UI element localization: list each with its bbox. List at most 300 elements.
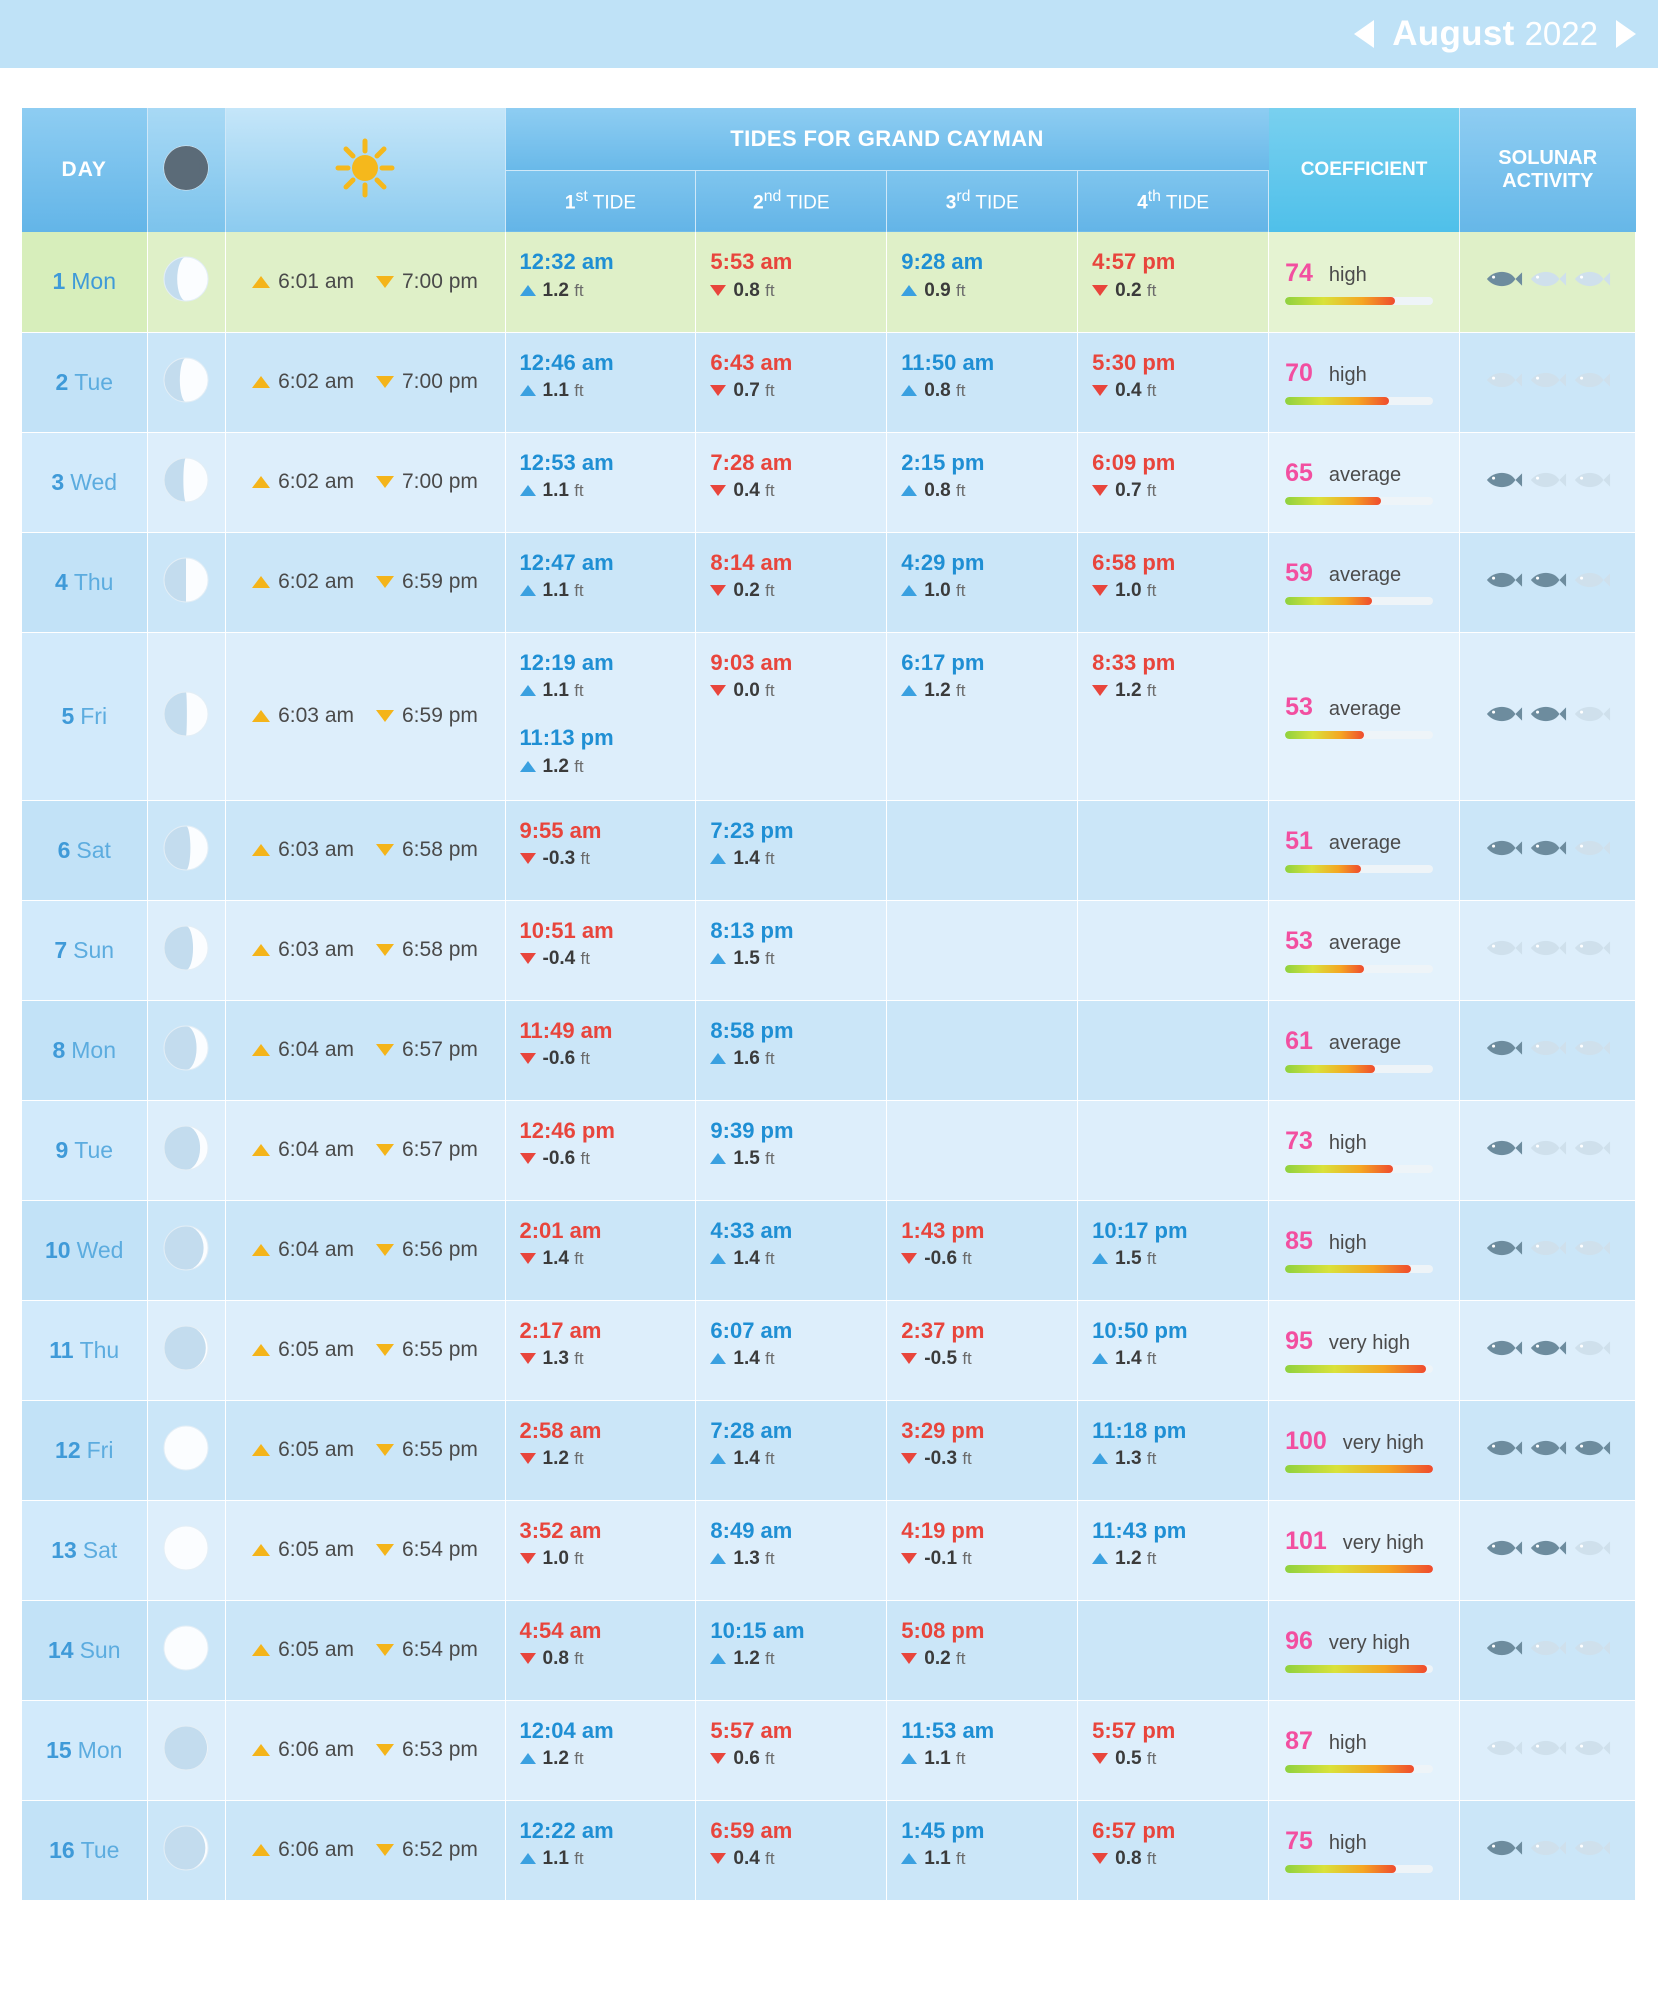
fish-activity-icon (1485, 1336, 1523, 1365)
tide-height (1092, 1748, 1268, 1770)
fish-activity-icon (1529, 1336, 1567, 1365)
coefficient-label: very high (1342, 1532, 1424, 1554)
tide-table-body (22, 232, 1636, 1900)
tide-up-arrow-icon (710, 1353, 726, 1364)
tide-height-unit: ft (765, 849, 775, 868)
coefficient-value: 85 (1285, 1227, 1313, 1255)
fish-activity-icon (1485, 1236, 1523, 1265)
fish-activity-icon (1573, 1536, 1611, 1565)
tide-time: 4:33 am (710, 1217, 793, 1243)
sunset-time: 6:53 pm (402, 1738, 478, 1761)
solunar-cell (1460, 1200, 1636, 1300)
moon-phase-icon (163, 1858, 209, 1875)
moon-cell (147, 1000, 225, 1100)
fish-activity-icon (1529, 936, 1567, 965)
sun-cell (225, 532, 505, 632)
tide-height (1092, 1548, 1268, 1570)
tide-height-value: 0.9 (924, 279, 951, 301)
tide-down-arrow-icon (520, 853, 536, 864)
tide-height-unit: ft (765, 381, 775, 400)
coefficient-bar-fill (1285, 865, 1360, 873)
tide-entry (520, 817, 696, 871)
day-cell[interactable] (22, 532, 147, 632)
header-tide-1-rest: TIDE (587, 192, 636, 214)
tide-entry (1092, 549, 1268, 603)
tide-cell (505, 1700, 696, 1800)
coefficient-bar (1285, 1365, 1433, 1373)
sunrise-arrow-icon (252, 276, 270, 288)
day-cell[interactable] (22, 232, 147, 332)
sunset-arrow-icon (376, 1844, 394, 1856)
coefficient-top (1285, 359, 1443, 388)
tide-time: 7:23 pm (710, 817, 794, 843)
tide-height-value: -0.6 (924, 1248, 958, 1269)
current-year-label: 2022 (1524, 15, 1598, 52)
moon-phase-icon (163, 1458, 209, 1475)
tide-up-arrow-icon (901, 585, 917, 596)
tide-up-arrow-icon (901, 1853, 917, 1864)
tide-time: 2:37 pm (901, 1317, 985, 1343)
moon-phase-icon (163, 590, 209, 607)
tide-cell (887, 1300, 1078, 1400)
sun-cell (225, 1100, 505, 1200)
fish-activity-icon (1573, 1136, 1611, 1165)
coefficient-bar (1285, 1565, 1433, 1573)
tide-cell (1078, 1500, 1269, 1600)
day-weekday: Tue (74, 1136, 114, 1163)
tide-entry (520, 1217, 696, 1271)
sunset-arrow-icon (376, 710, 394, 722)
sunrise-time: 6:05 am (278, 1438, 354, 1461)
tide-cell (1078, 800, 1269, 900)
fish-activity-icon (1529, 836, 1567, 865)
coefficient-top (1285, 1427, 1443, 1456)
tide-height (901, 1648, 1077, 1670)
tide-cell (696, 632, 887, 800)
solunar-cell (1460, 1400, 1636, 1500)
tide-cell (696, 1400, 887, 1500)
sunrise-arrow-icon (252, 1644, 270, 1656)
tide-height (710, 1848, 886, 1870)
tide-height-unit: ft (955, 681, 966, 700)
tide-height-unit: ft (765, 681, 775, 700)
day-weekday: Mon (71, 268, 117, 295)
coefficient-top (1285, 927, 1443, 956)
tide-time: 11:43 pm (1092, 1517, 1187, 1543)
coefficient-cell (1269, 1400, 1460, 1500)
coefficient-bar (1285, 731, 1433, 739)
tide-height (710, 1548, 886, 1570)
moon-phase-icon (163, 958, 209, 975)
tide-height-value: 0.5 (1115, 1748, 1142, 1769)
solunar-cell (1460, 632, 1636, 800)
current-month-label: August (1392, 14, 1515, 53)
sun-cell (225, 1200, 505, 1300)
sunrise-time: 6:01 am (278, 269, 354, 293)
fish-row (1461, 568, 1634, 597)
tide-height-value: 0.8 (542, 1648, 569, 1669)
tide-down-arrow-icon (520, 1553, 536, 1564)
coefficient-bar (1285, 497, 1433, 505)
tide-height (1092, 1248, 1268, 1270)
tide-entry (710, 1317, 886, 1371)
fish-activity-icon (1573, 1436, 1611, 1465)
tide-cell (696, 1000, 887, 1100)
tide-height-unit: ft (574, 1849, 584, 1868)
coefficient-label: very high (1342, 1432, 1424, 1454)
fish-activity-icon (1573, 1036, 1611, 1065)
tide-height (1092, 680, 1268, 702)
header-tide-3-sup: rd (956, 188, 971, 206)
day-cell[interactable] (22, 632, 147, 800)
table-row (22, 1100, 1636, 1200)
tide-height (520, 680, 696, 702)
tide-up-arrow-icon (520, 585, 536, 596)
tide-height (710, 680, 886, 702)
day-cell[interactable] (22, 1800, 147, 1900)
moon-cell (147, 232, 225, 332)
tide-height-unit: ft (580, 1149, 590, 1168)
coefficient-label: high (1328, 263, 1367, 286)
coefficient-label: very high (1328, 1632, 1411, 1654)
solunar-cell (1460, 232, 1636, 332)
solunar-cell (1460, 432, 1636, 532)
tide-cell (887, 1100, 1078, 1200)
tide-entry (1092, 649, 1268, 703)
tide-up-arrow-icon (520, 1753, 536, 1764)
tide-entry (901, 1517, 1077, 1571)
fish-activity-icon (1529, 1736, 1567, 1765)
header-tide-1-ord: 1 (564, 192, 576, 214)
fish-activity-icon (1529, 702, 1567, 731)
next-month-arrow-icon[interactable] (1616, 20, 1636, 48)
coefficient-label: average (1328, 698, 1402, 720)
tide-height-value: 1.4 (733, 1448, 760, 1469)
day-number: 16 (49, 1836, 75, 1863)
tide-height-unit: ft (962, 1249, 972, 1268)
sunset-time: 6:54 pm (402, 1538, 478, 1561)
tide-down-arrow-icon (710, 1753, 726, 1764)
tide-height-unit: ft (574, 1749, 584, 1768)
tide-height (520, 1848, 696, 1870)
tide-entry (710, 817, 886, 871)
tide-down-arrow-icon (901, 1353, 917, 1364)
tide-cell (887, 800, 1078, 900)
tide-cell (505, 1800, 696, 1900)
tide-up-arrow-icon (1092, 1353, 1108, 1364)
sunset-arrow-icon (376, 576, 394, 588)
tide-cell (1078, 1000, 1269, 1100)
day-cell[interactable] (22, 1300, 147, 1400)
day-cell[interactable] (22, 1400, 147, 1500)
day-cell[interactable] (22, 900, 147, 1000)
tide-height-value: 1.4 (733, 848, 760, 869)
sunrise-time: 6:02 am (278, 370, 354, 393)
day-weekday: Mon (77, 1736, 123, 1763)
tide-cell (505, 432, 696, 532)
fish-activity-icon (1529, 368, 1567, 397)
coefficient-bar-fill (1285, 497, 1381, 505)
fish-activity-icon (1485, 1536, 1523, 1565)
tide-time: 3:52 am (519, 1517, 602, 1543)
fish-activity-icon (1529, 1836, 1567, 1865)
tide-cell (1078, 332, 1269, 432)
tide-cell (505, 900, 696, 1000)
tide-entry (520, 649, 696, 703)
tide-height-value: 1.2 (542, 755, 569, 777)
moon-phase-icon (163, 1758, 209, 1775)
tide-height-value: 0.4 (733, 1848, 760, 1869)
fish-activity-icon (1485, 568, 1523, 597)
day-cell[interactable] (22, 1100, 147, 1200)
tide-height (901, 1248, 1077, 1270)
fish-row (1461, 936, 1634, 965)
tide-entry (520, 917, 696, 971)
coefficient-bar-fill (1285, 1565, 1433, 1573)
coefficient-bar (1285, 1765, 1433, 1773)
fish-activity-icon (1485, 468, 1523, 497)
sun-cell (225, 900, 505, 1000)
tide-time: 6:07 am (710, 1317, 793, 1343)
coefficient-cell (1269, 632, 1460, 800)
table-row (22, 900, 1636, 1000)
day-cell[interactable] (22, 800, 147, 900)
tide-time: 9:03 am (710, 649, 793, 675)
coefficient-label: high (1328, 1832, 1367, 1854)
tide-up-arrow-icon (1092, 1253, 1108, 1264)
tide-cell (696, 432, 887, 532)
day-cell[interactable] (22, 432, 147, 532)
tide-height-unit: ft (1146, 280, 1157, 300)
tide-cell (505, 1000, 696, 1100)
coefficient-cell (1269, 1800, 1460, 1900)
tide-up-arrow-icon (520, 385, 536, 396)
tide-cell (505, 800, 696, 900)
sunset-time: 7:00 pm (402, 269, 478, 293)
sunrise-arrow-icon (252, 1044, 270, 1056)
tide-down-arrow-icon (520, 1453, 536, 1464)
coefficient-cell (1269, 1100, 1460, 1200)
tide-height-value: 0.7 (733, 380, 760, 401)
tide-entry (901, 1217, 1077, 1271)
coefficient-label: high (1328, 1732, 1367, 1754)
tide-height-value: 1.1 (924, 1748, 951, 1769)
coefficient-cell (1269, 532, 1460, 632)
header-tides-title: TIDES FOR GRAND CAYMAN (505, 108, 1269, 170)
tide-entry (520, 1317, 696, 1371)
tide-cell (887, 1800, 1078, 1900)
coefficient-top (1285, 1527, 1443, 1556)
tide-time: 10:51 am (519, 917, 614, 943)
tide-height (520, 1748, 696, 1770)
tide-height (901, 580, 1077, 602)
moon-phase-icon (163, 289, 209, 306)
coefficient-bar-fill (1285, 597, 1372, 605)
tide-height-value: 0.8 (924, 380, 951, 401)
day-number: 13 (51, 1536, 77, 1563)
day-cell[interactable] (22, 1600, 147, 1700)
coefficient-bar (1285, 1465, 1433, 1473)
solunar-cell (1460, 1800, 1636, 1900)
fish-activity-icon (1529, 1136, 1567, 1165)
tide-entry (1092, 349, 1268, 403)
moon-cell (147, 1500, 225, 1600)
fish-activity-icon (1529, 1536, 1567, 1565)
tide-down-arrow-icon (1092, 285, 1108, 296)
tide-height-unit: ft (765, 1049, 775, 1068)
day-cell[interactable] (22, 1000, 147, 1100)
tide-time: 5:53 am (710, 249, 793, 274)
coefficient-value: 87 (1285, 1727, 1313, 1755)
table-row (22, 532, 1636, 632)
tide-cell (505, 232, 696, 332)
solunar-cell (1460, 800, 1636, 900)
tide-time: 6:57 pm (1092, 1817, 1176, 1843)
tide-cell (696, 1800, 887, 1900)
tide-height-unit: ft (765, 581, 775, 600)
tide-up-arrow-icon (901, 485, 917, 496)
fish-row (1461, 1336, 1634, 1365)
fish-row (1461, 1636, 1634, 1665)
fish-activity-icon (1485, 1736, 1523, 1765)
tide-height-value: 1.3 (542, 1348, 569, 1369)
tide-cell (1078, 1100, 1269, 1200)
sunset-arrow-icon (376, 1444, 394, 1456)
header-tide-4-ord: 4 (1137, 192, 1148, 214)
tide-height-unit: ft (955, 581, 966, 600)
day-cell[interactable] (22, 332, 147, 432)
table-row (22, 1000, 1636, 1100)
sunrise-time: 6:02 am (278, 570, 354, 593)
solunar-cell (1460, 1300, 1636, 1400)
tide-height (710, 1348, 886, 1370)
coefficient-bar (1285, 965, 1433, 973)
coefficient-cell (1269, 1700, 1460, 1800)
fish-activity-icon (1573, 568, 1611, 597)
tide-height (1092, 280, 1268, 302)
tide-entry (1092, 1417, 1268, 1471)
tide-height-unit: ft (574, 381, 584, 400)
sunset-arrow-icon (376, 276, 394, 288)
tide-cell (1078, 1200, 1269, 1300)
fish-activity-icon (1573, 836, 1611, 865)
table-row (22, 1400, 1636, 1500)
day-number: 12 (55, 1436, 81, 1463)
tide-up-arrow-icon (520, 485, 536, 496)
tide-height (710, 1748, 886, 1770)
coefficient-bar (1285, 597, 1433, 605)
tide-cell (1078, 1700, 1269, 1800)
fish-row (1461, 468, 1634, 497)
coefficient-value: 70 (1285, 359, 1313, 387)
tide-entry (520, 349, 696, 403)
day-cell[interactable] (22, 1200, 147, 1300)
moon-phase-icon (163, 490, 209, 507)
moon-phase-icon (163, 1058, 209, 1075)
day-number: 10 (45, 1236, 71, 1263)
tide-time: 9:39 pm (710, 1117, 794, 1143)
sun-cell (225, 332, 505, 432)
fish-activity-icon (1485, 1836, 1523, 1865)
sunset-arrow-icon (376, 1344, 394, 1356)
day-weekday: Wed (76, 1236, 124, 1263)
tide-height-unit: ft (765, 280, 775, 300)
tide-cell (696, 1200, 887, 1300)
moon-phase-icon (163, 858, 209, 875)
tide-down-arrow-icon (1092, 685, 1108, 696)
tide-entry (901, 549, 1077, 603)
tide-cell (887, 1200, 1078, 1300)
tide-height (520, 1548, 696, 1570)
tide-time: 12:46 am (519, 349, 614, 375)
fish-activity-icon (1573, 368, 1611, 397)
tide-entry (710, 1217, 886, 1271)
tide-height-unit: ft (1146, 1449, 1157, 1468)
sunset-time: 6:57 pm (402, 1038, 478, 1061)
coefficient-top (1285, 1627, 1443, 1656)
tide-height-value: -0.3 (924, 1448, 958, 1469)
tide-down-arrow-icon (710, 285, 726, 296)
tide-height-value: 1.3 (733, 1548, 760, 1569)
day-weekday: Fri (86, 1436, 114, 1463)
tide-height-unit: ft (765, 1249, 775, 1268)
fish-row (1461, 1736, 1634, 1765)
tide-time: 5:57 pm (1092, 1717, 1176, 1743)
table-row (22, 232, 1636, 332)
tide-time: 12:47 am (519, 549, 614, 575)
tide-height-value: -0.3 (542, 848, 576, 869)
day-weekday: Tue (74, 368, 114, 395)
tide-up-arrow-icon (710, 953, 726, 964)
table-row (22, 1200, 1636, 1300)
tide-height (710, 1648, 886, 1670)
tide-height-value: 1.4 (733, 1248, 760, 1269)
moon-cell (147, 1800, 225, 1900)
tide-entry (520, 1817, 696, 1871)
tide-height-value: 0.2 (924, 1648, 951, 1669)
day-number: 5 (61, 702, 75, 729)
sunset-arrow-icon (376, 1744, 394, 1756)
tide-cell (1078, 532, 1269, 632)
coefficient-value: 65 (1285, 459, 1313, 487)
tide-cell (887, 1700, 1078, 1800)
moon-cell (147, 900, 225, 1000)
coefficient-top (1285, 1227, 1443, 1256)
tide-entry (710, 917, 886, 971)
tide-height-unit: ft (580, 949, 590, 968)
previous-month-arrow-icon[interactable] (1354, 20, 1374, 48)
coefficient-value: 51 (1285, 827, 1313, 855)
coefficient-value: 59 (1285, 559, 1313, 587)
tide-down-arrow-icon (1092, 585, 1108, 596)
day-cell[interactable] (22, 1500, 147, 1600)
day-cell[interactable] (22, 1700, 147, 1800)
tide-cell (696, 1600, 887, 1700)
tide-time: 7:28 am (710, 449, 793, 475)
tide-table (22, 108, 1636, 1901)
tide-height-value: 1.2 (1115, 1548, 1142, 1569)
sunrise-arrow-icon (252, 844, 270, 856)
tide-time: 11:13 pm (519, 725, 614, 750)
coefficient-label: high (1328, 1132, 1367, 1154)
fish-activity-icon (1529, 1436, 1567, 1465)
day-number: 8 (52, 1036, 66, 1063)
tide-height-value: 1.0 (1115, 580, 1142, 601)
tide-height-unit: ft (1146, 481, 1157, 500)
coefficient-cell (1269, 432, 1460, 532)
sunrise-time: 6:05 am (278, 1538, 354, 1561)
day-weekday: Thu (79, 1336, 120, 1363)
